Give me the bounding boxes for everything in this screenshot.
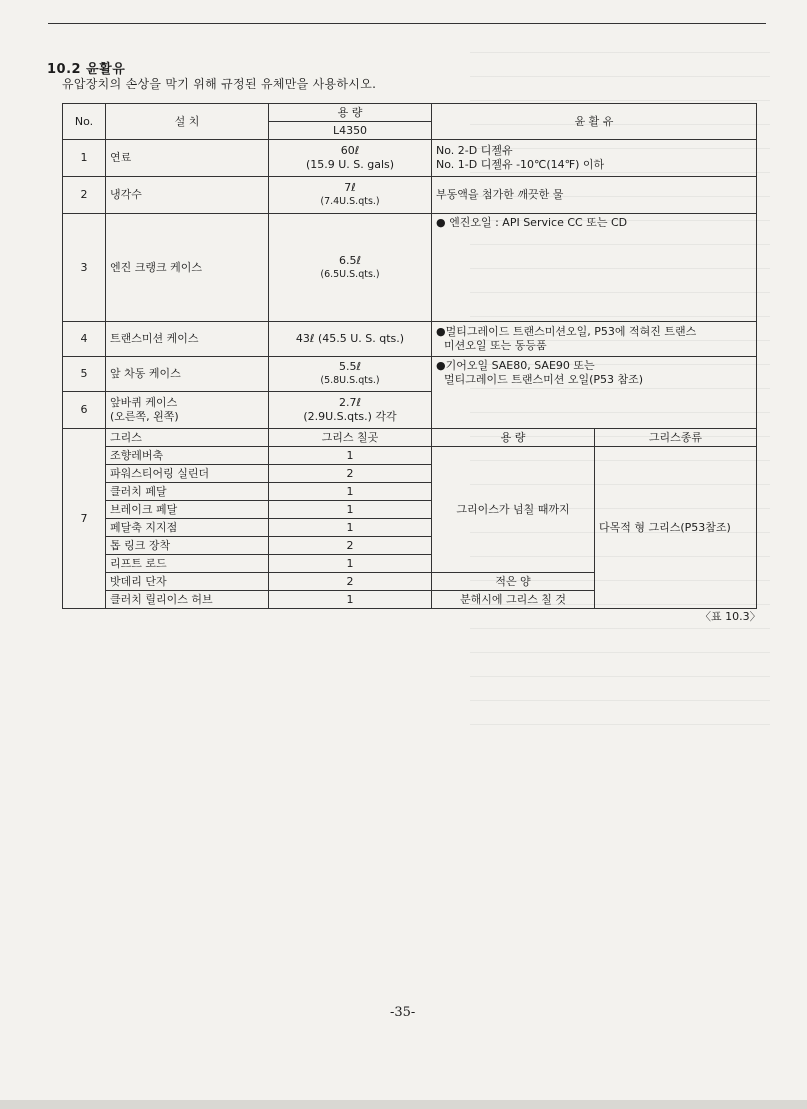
row-lubricant-gear-oil: ●기어오일 SAE80, SAE90 또는 멀티그레이드 트랜스미션 오일(P53 참조) — [432, 357, 757, 429]
table-header-row — [63, 104, 757, 122]
grease-points: 1 — [269, 591, 432, 609]
row-location: 앞바퀴 케이스 (오른쪽, 왼쪽) — [106, 392, 269, 429]
grease-item: 파워스티어링 실린더 — [106, 465, 269, 483]
grease-item: 브레이크 페달 — [106, 501, 269, 519]
table-row — [63, 140, 757, 177]
grease-item: 조향레버축 — [106, 447, 269, 465]
grease-header-type: 그리스종류 — [595, 429, 757, 447]
table-row — [63, 447, 757, 465]
grease-points: 1 — [269, 519, 432, 537]
section-intro: 유압장치의 손상을 막기 위해 규정된 유체만을 사용하시오. — [62, 77, 377, 91]
row-no: 7 — [63, 429, 106, 609]
grease-amount-battery: 적은 양 — [432, 573, 595, 591]
header-rule — [48, 23, 766, 24]
grease-item: 리프트 로드 — [106, 555, 269, 573]
row-no: 4 — [63, 322, 106, 357]
grease-points: 1 — [269, 501, 432, 519]
header-lubricant: 윤 활 유 — [432, 104, 757, 140]
row-lubricant: No. 2-D 디젤유 No. 1-D 디젤유 -10℃(14℉) 이하 — [432, 140, 757, 177]
grease-amount-clutch: 분해시에 그리스 칠 것 — [432, 591, 595, 609]
row-no: 3 — [63, 214, 106, 322]
row-lubricant: ● 엔진오일 : API Service CC 또는 CD — [432, 214, 757, 322]
grease-points: 2 — [269, 573, 432, 591]
grease-header-row — [63, 429, 757, 447]
section-title: 10.2 윤활유 — [47, 62, 126, 77]
table-row — [63, 177, 757, 214]
grease-item: 클러치 릴리이스 허브 — [106, 591, 269, 609]
grease-points: 1 — [269, 555, 432, 573]
grease-points: 1 — [269, 483, 432, 501]
grease-header-item: 그리스 — [106, 429, 269, 447]
row-no: 2 — [63, 177, 106, 214]
row-location: 트랜스미션 케이스 — [106, 322, 269, 357]
grease-type: 다목적 형 그리스(P53참조) — [595, 447, 757, 609]
page-number: -35- — [390, 1005, 416, 1020]
scan-bottom-edge — [0, 1100, 807, 1109]
row-location: 냉각수 — [106, 177, 269, 214]
row-capacity: 5.5ℓ (5.8U.S.qts.) — [269, 357, 432, 392]
grease-points: 2 — [269, 537, 432, 555]
row-no: 5 — [63, 357, 106, 392]
grease-item: 톱 링크 장착 — [106, 537, 269, 555]
grease-item: 밧데리 단자 — [106, 573, 269, 591]
table-row — [63, 322, 757, 357]
grease-header-amount: 용 량 — [432, 429, 595, 447]
grease-points: 2 — [269, 465, 432, 483]
table-row — [63, 357, 757, 392]
row-capacity: 43ℓ (45.5 U. S. qts.) — [269, 322, 432, 357]
row-capacity: 6.5ℓ (6.5U.S.qts.) — [269, 214, 432, 322]
grease-header-points: 그리스 칠곳 — [269, 429, 432, 447]
row-capacity: 7ℓ (7.4U.S.qts.) — [269, 177, 432, 214]
table-row — [63, 214, 757, 322]
header-model: L4350 — [269, 122, 432, 140]
lubricant-table — [62, 103, 757, 609]
row-location: 연료 — [106, 140, 269, 177]
row-location: 엔진 크랭크 케이스 — [106, 214, 269, 322]
table-caption: 〈표 10.3〉 — [700, 610, 761, 623]
row-no: 1 — [63, 140, 106, 177]
row-lubricant: ●멀티그레이드 트랜스미션오일, P53에 적혀진 트랜스 미션오일 또는 동등품 — [432, 322, 757, 357]
row-capacity: 60ℓ (15.9 U. S. gals) — [269, 140, 432, 177]
grease-amount-main: 그리이스가 넘칠 때까지 — [432, 447, 595, 573]
header-capacity: 용 량 — [269, 104, 432, 122]
grease-item: 클러치 페달 — [106, 483, 269, 501]
row-no: 6 — [63, 392, 106, 429]
row-lubricant: 부동액을 첨가한 깨끗한 물 — [432, 177, 757, 214]
grease-points: 1 — [269, 447, 432, 465]
row-capacity: 2.7ℓ (2.9U.S.qts.) 각각 — [269, 392, 432, 429]
header-location: 설 치 — [106, 104, 269, 140]
header-no: No. — [63, 104, 106, 140]
grease-item: 페달축 지지점 — [106, 519, 269, 537]
row-location: 앞 차동 케이스 — [106, 357, 269, 392]
